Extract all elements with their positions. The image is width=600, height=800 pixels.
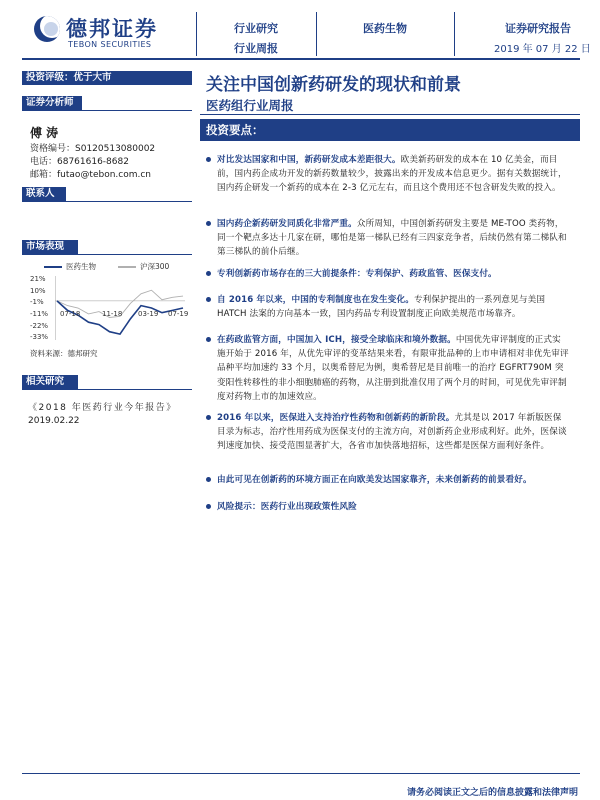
bullet-lead: 在药政监管方面，中国加入 ICH，接受全球临床和境外数据。 [217, 335, 456, 345]
header-rule [22, 58, 580, 60]
header-divider [454, 12, 455, 56]
related-research-header: 相关研究 [22, 375, 78, 389]
sidebar-rule [22, 389, 192, 390]
sidebar-rule [22, 110, 192, 111]
logo-chinese: 德邦证券 [66, 16, 158, 41]
header-divider [316, 12, 317, 56]
footer-rule [22, 773, 580, 774]
bullet-text: 欧美新药研发的成本在 10 亿美金，而目前，国内药企成功开发的新药数量较少，披露出来的开发成本信息更少。据有关数据统计，国内药企研发一个新药的成本在 2-3 亿元左右，而且这个费用还不包含研发失败的投入。 [217, 155, 567, 194]
investment-rating: 投资评级：优于大市 [22, 71, 192, 85]
header-divider [196, 12, 197, 56]
bullet-lead: 对比发达国家和中国，新药研发成本差距很大。 [217, 155, 401, 165]
y-tick-label: -22% [30, 322, 49, 330]
highlight-bullet [217, 267, 569, 281]
bullet-lead: 国内药企新药研发同质化非常严重。 [217, 219, 357, 229]
bullet-lead: 专利创新药市场存在的三大前提条件：专利保护、药政监管、医保支付。 [217, 269, 497, 279]
x-tick-label: 11-18 [102, 310, 123, 318]
chart-source: 资料来源：德邦研究 [30, 349, 98, 358]
x-tick-label: 07-19 [168, 310, 189, 318]
report-subtitle: 医药组行业周报 [206, 98, 294, 113]
bullet-lead: 2016 年以来，医保进入支持治疗性药物和创新药的新阶段。 [217, 413, 455, 423]
legend-swatch-csi300 [118, 266, 136, 268]
analyst-name: 傅 涛 [30, 126, 59, 140]
bullet-text: 中国优先审评制度的正式实施开始于 2016 年，从优先审评的变革结果来看，有限审批品种的上市申请相对非优先审评品种平均加速约 33 个月，以奥希替尼为例，奥希替尼是目前唯一的治疗 EGFRT790M 突变阳性转移性的非小细胞肺癌的药物，从注册到批准仅用了两个月的时间，可见优先审评制度对药物上市的加速效应。 [217, 335, 569, 402]
highlight-bullet [217, 333, 569, 404]
header-date: 2019 年 07 月 22 日 [494, 44, 591, 55]
analyst-email[interactable]: 邮箱：futao@tebon.com.cn [30, 170, 152, 180]
analyst-phone: 电话：68761616-8682 [30, 157, 129, 167]
legend-label-pharma: 医药生物 [66, 262, 96, 271]
investment-highlights-header: 投资要点： [200, 119, 580, 141]
sidebar-rule [22, 201, 192, 202]
highlight-bullet [217, 500, 569, 514]
highlight-bullet [217, 411, 569, 454]
header-sector: 医药生物 [363, 22, 407, 35]
highlight-bullet [217, 473, 569, 487]
y-tick-label: -1% [30, 298, 44, 306]
x-tick-label: 03-19 [138, 310, 159, 318]
analyst-header: 证券分析师 [22, 96, 82, 110]
header-category-research: 行业研究 [234, 22, 278, 35]
y-tick-label: -33% [30, 333, 49, 341]
contact-header: 联系人 [22, 187, 66, 201]
analyst-qualification: 资格编号：S0120513080002 [30, 144, 156, 154]
x-tick-label: 07-18 [60, 310, 81, 318]
report-title: 关注中国创新药研发的现状和前景 [206, 75, 461, 95]
market-performance-header: 市场表现 [22, 240, 78, 254]
bullet-text: 尤其是以 2017 年新版医保目录为标志，治疗性用药成为医保支付的主流方向，对创新药企业形成利好。此外，医保谈判速度加快、接受范围显著扩大，各省市加快落地招标，这些都是医保方面利好条件。 [217, 413, 567, 452]
highlight-bullet [217, 217, 569, 260]
legend-label-csi300: 沪深300 [140, 262, 170, 271]
header-category-weekly: 行业周报 [234, 42, 278, 55]
bullet-text: 众所周知，中国创新药研发主要是 ME-TOO 类药物，同一个靶点多达十几家在研，哪怕是第一梯队已经有三四家竞争者，后续仍然有第二梯队和第三梯队的前仆后继。 [217, 219, 567, 258]
footer-disclaimer[interactable]: 请务必阅读正文之后的信息披露和法律声明 [406, 788, 578, 798]
sidebar-rule [22, 254, 192, 255]
related-report-date: 2019.02.22 [28, 416, 80, 426]
y-tick-label: -11% [30, 310, 49, 318]
logo-english: TEBON SECURITIES [68, 40, 152, 49]
market-performance-chart [55, 276, 185, 340]
y-tick-label: 10% [30, 287, 46, 295]
y-tick-label: 21% [30, 275, 46, 283]
title-rule [200, 114, 580, 115]
bullet-lead: 自 2016 年以来，中国的专利制度也在发生变化。 [217, 295, 414, 305]
related-report-title[interactable]: 《2018 年医药行业今年报告》 [28, 403, 177, 413]
highlight-bullet [217, 153, 569, 196]
bullet-lead: 由此可见在创新药的环境方面正在向欧美发达国家靠齐，未来创新药的前景看好。 [217, 475, 532, 485]
legend-swatch-pharma [44, 266, 62, 268]
bullet-lead: 风险提示：医药行业出现政策性风险 [217, 502, 357, 512]
highlight-bullet [217, 293, 569, 321]
tebon-logo-icon [34, 16, 60, 42]
bullet-text: 专利保护提出的一系列意见与美国 HATCH 法案的方向基本一致，国内药品专利设置制度正向欧美规范市场靠齐。 [217, 295, 546, 320]
header-report-type: 证券研究报告 [505, 22, 571, 35]
